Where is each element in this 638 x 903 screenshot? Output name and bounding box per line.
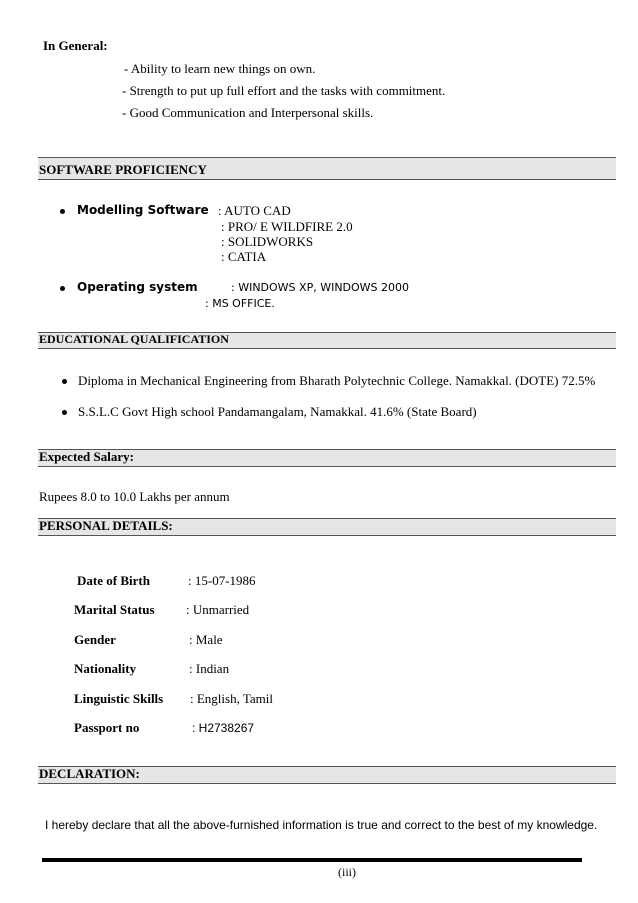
modelling-value: : AUTO CAD <box>218 203 291 218</box>
gender-label: Gender <box>74 632 116 647</box>
general-line: - Good Communication and Interpersonal skills. <box>122 105 374 120</box>
nationality-label: Nationality <box>74 661 137 676</box>
footer-rule <box>42 858 582 862</box>
declaration-heading: DECLARATION: <box>39 766 140 781</box>
general-heading: In General: <box>43 38 108 53</box>
modelling-label: Modelling Software <box>77 203 209 217</box>
software-section-bar <box>38 157 616 180</box>
software-heading: SOFTWARE PROFICIENCY <box>39 162 207 177</box>
dob-value: : 15-07-1986 <box>188 573 256 588</box>
salary-value: Rupees 8.0 to 10.0 Lakhs per annum <box>39 489 230 504</box>
marital-status-label: Marital Status <box>74 602 155 617</box>
bullet-icon <box>62 410 67 415</box>
education-heading: EDUCATIONAL QUALIFICATION <box>39 332 229 346</box>
education-section-bar <box>38 332 616 349</box>
education-item: Diploma in Mechanical Engineering from Bharath Polytechnic College. Namakkal. (DOTE) 72.5% <box>78 373 596 388</box>
linguistic-skills-value: : English, Tamil <box>190 691 273 706</box>
general-line: - Ability to learn new things on own. <box>124 61 316 76</box>
modelling-value: : CATIA <box>221 249 267 264</box>
personal-heading: PERSONAL DETAILS: <box>39 518 173 533</box>
modelling-value: : SOLIDWORKS <box>221 234 314 249</box>
os-label: Operating system <box>77 280 198 294</box>
bullet-icon <box>60 209 65 214</box>
nationality-value: : Indian <box>189 661 230 676</box>
modelling-value: : PRO/ E WILDFIRE 2.0 <box>221 219 353 234</box>
gender-value: : Male <box>189 632 223 647</box>
linguistic-skills-label: Linguistic Skills <box>74 691 164 706</box>
os-value: : MS OFFICE. <box>205 297 275 310</box>
declaration-section-bar <box>38 766 616 784</box>
personal-section-bar <box>38 518 616 536</box>
salary-heading: Expected Salary: <box>39 449 134 464</box>
salary-section-bar <box>38 449 616 467</box>
marital-status-value: : Unmarried <box>186 602 250 617</box>
page-number: (iii) <box>338 865 356 879</box>
education-item: S.S.L.C Govt High school Pandamangalam, Namakkal. 41.6% (State Board) <box>78 404 477 419</box>
bullet-icon <box>60 286 65 291</box>
passport-label: Passport no <box>74 720 140 735</box>
dob-label: Date of Birth <box>77 573 150 588</box>
declaration-text: I hereby declare that all the above-furnished information is true and correct to the best of my knowledge. <box>45 818 598 832</box>
passport-value: : H2738267 <box>192 721 255 735</box>
os-value: : WINDOWS XP, WINDOWS 2000 <box>231 281 410 294</box>
general-line: - Strength to put up full effort and the tasks with commitment. <box>122 83 446 98</box>
bullet-icon <box>62 379 67 384</box>
